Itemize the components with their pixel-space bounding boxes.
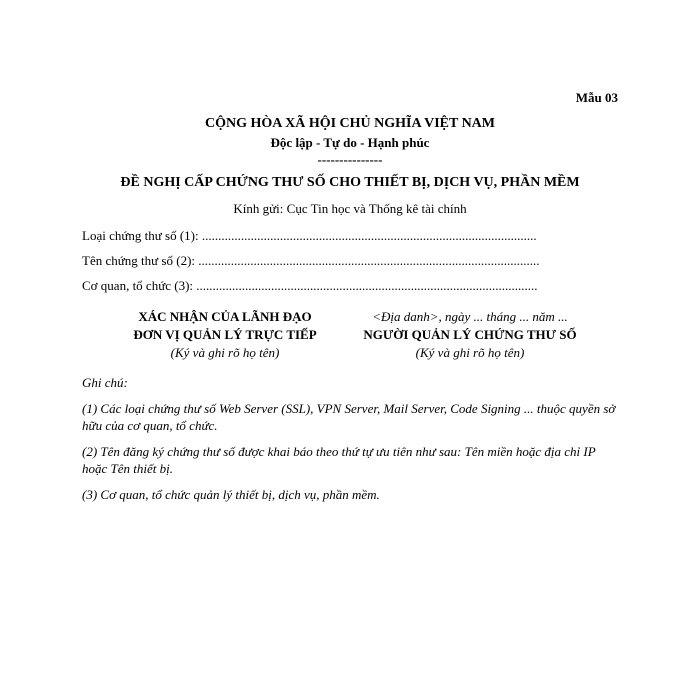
note-item: (1) Các loại chứng thư số Web Server (SSL), VPN Server, Mail Server, Code Signing ... thuộc quyền sở hữu của cơ quan, tổ chức. xyxy=(82,401,616,433)
nation-name: CỘNG HÒA XÃ HỘI CHỦ NGHĨA VIỆT NAM xyxy=(204,116,495,131)
signature-block-manager xyxy=(320,308,620,362)
document-title: ĐỀ NGHỊ CẤP CHỨNG THƯ SỐ CHO THIẾT BỊ, DỊCH VỤ, PHẦN MỀM xyxy=(120,175,580,190)
note-item: (3) Cơ quan, tổ chức quản lý thiết bị, dịch vụ, phần mềm. xyxy=(82,487,380,502)
notes-section xyxy=(82,374,622,512)
leader-unit-title: ĐƠN VỊ QUẢN LÝ TRỰC TIẾP xyxy=(133,327,317,342)
place-date-line: <Địa danh>, ngày ... tháng ... năm ... xyxy=(372,309,568,324)
notes-title: Ghi chú: xyxy=(82,375,128,390)
field-certificate-type: Loại chứng thư số (1): ....................................................................................................... xyxy=(82,228,537,243)
manager-title: NGƯỜI QUẢN LÝ CHỨNG THƯ SỐ xyxy=(363,327,577,342)
national-header xyxy=(0,114,700,168)
form-code: Mẫu 03 xyxy=(575,90,618,105)
note-item: (2) Tên đăng ký chứng thư số được khai báo theo thứ tự ưu tiên như sau: Tên miền hoặc địa chỉ IP hoặc Tên thiết bị. xyxy=(82,444,596,476)
leader-confirmation-title: XÁC NHẬN CỦA LÃNH ĐẠO xyxy=(138,309,312,324)
header-separator: --------------- xyxy=(317,152,383,167)
recipient-line: Kính gửi: Cục Tin học và Thống kê tài chính xyxy=(233,201,467,216)
leader-sign-note: (Ký và ghi rõ họ tên) xyxy=(170,345,280,360)
field-certificate-name: Tên chứng thư số (2): ......................................................................................................... xyxy=(82,253,540,268)
field-organization: Cơ quan, tổ chức (3): ......................................................................................................... xyxy=(82,278,538,293)
national-motto: Độc lập - Tự do - Hạnh phúc xyxy=(270,135,430,150)
manager-sign-note: (Ký và ghi rõ họ tên) xyxy=(415,345,525,360)
